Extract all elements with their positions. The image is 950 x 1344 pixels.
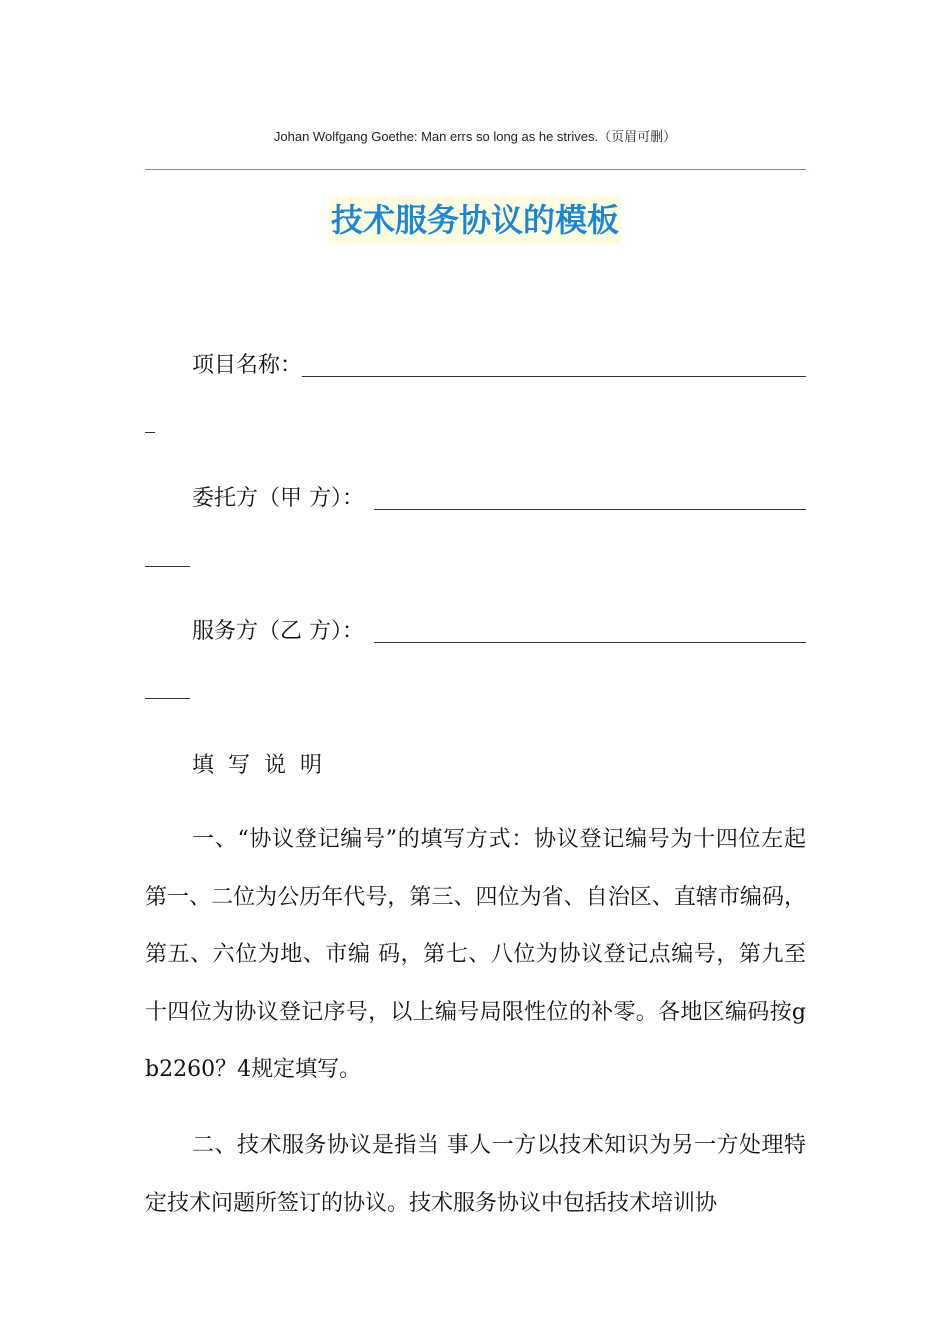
header-rule [145, 169, 806, 170]
instruction-paragraph-1: 一、“协议登记编号”的填写方式：协议登记编号为十四位左起第一、二位为公历年代号，第三、四位为省、自治区、直辖市编码，第五、六位为地、市编 码，第七、八位为协议登记点编号，第九至十四位为协议登记序号，以上编号局限性位的补零。各地区编码按gb2260？4规定填写。 [145, 827, 806, 1082]
instructions-heading: 填写说明 [192, 753, 337, 778]
field-provider-blank-continued [145, 698, 190, 699]
field-project-name-blank-continued [145, 432, 155, 433]
field-client-label: 委托方（甲 方）： [192, 486, 364, 511]
field-project-name-blank[interactable] [302, 376, 806, 377]
field-client-blank[interactable] [374, 509, 806, 510]
field-client-blank-continued [145, 566, 190, 567]
field-provider-label: 服务方（乙 方）： [192, 619, 364, 644]
field-provider-blank[interactable] [374, 642, 806, 643]
document-title [0, 196, 950, 244]
document-title-text: 技术服务协议的模板 [329, 196, 621, 244]
page-header-text: Johan Wolfgang Goethe: Man errs so long as he strives.（页眉可删） [273, 129, 677, 144]
instruction-paragraph-2: 二、技术服务协议是指当 事人一方以技术知识为另一方处理特定技术问题所签订的协议。技术服务协议中包括技术培训协 [145, 1133, 806, 1216]
field-project-name-label: 项目名称： [192, 353, 303, 378]
